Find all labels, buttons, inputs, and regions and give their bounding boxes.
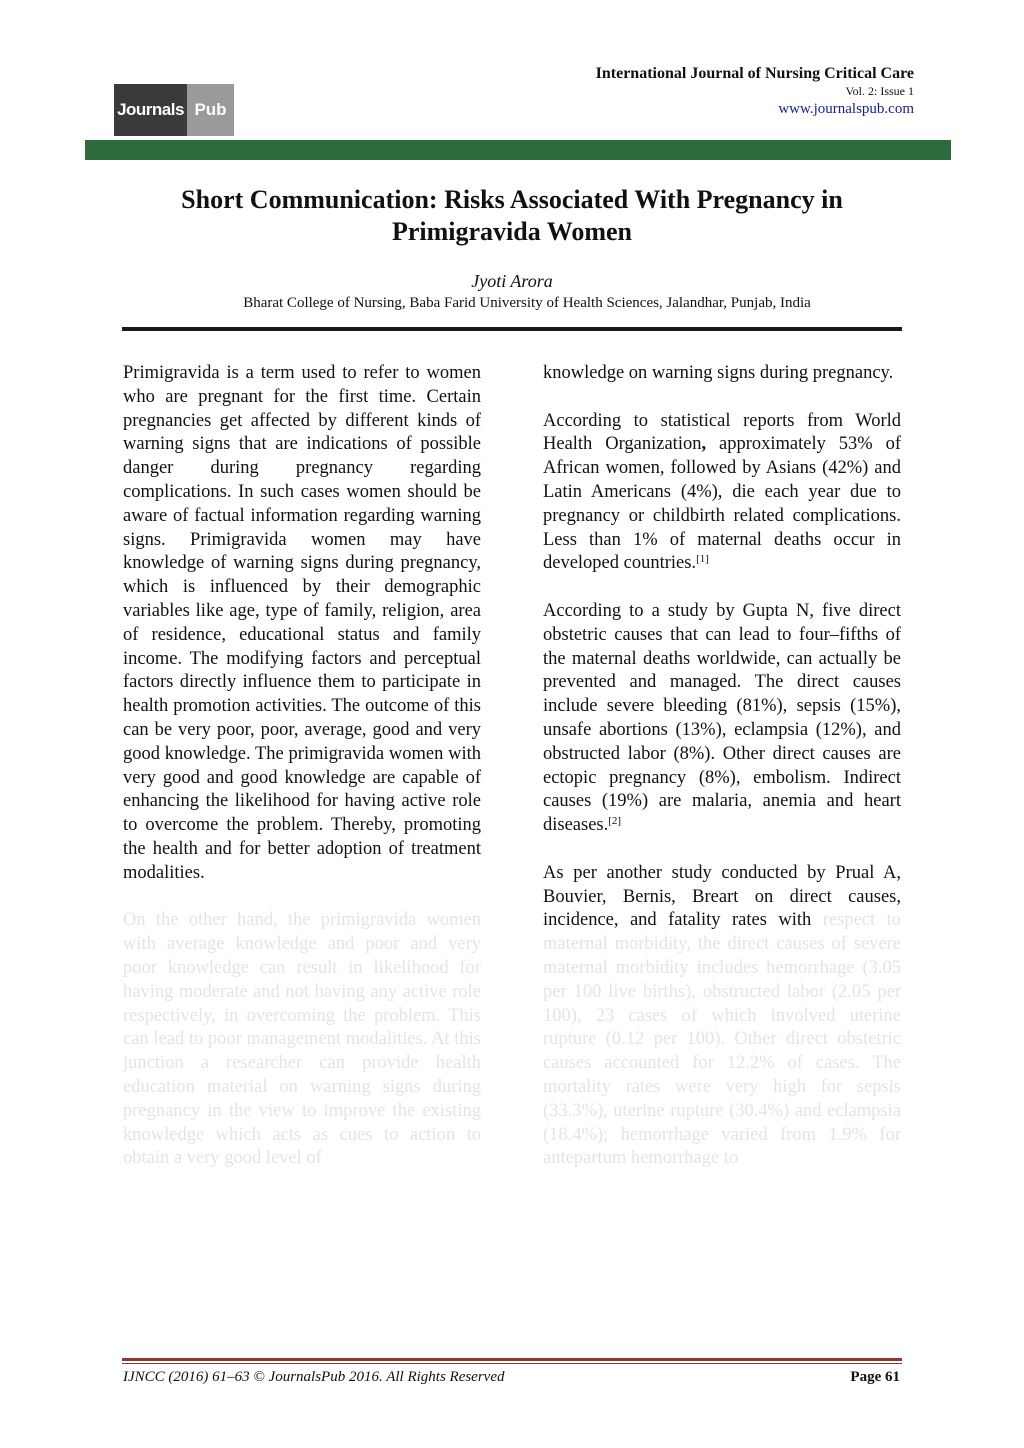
journal-website-link[interactable]: www.journalspub.com xyxy=(778,101,914,117)
footer-divider-thin xyxy=(122,1363,902,1364)
right-paragraph-2-start: According to statistical reports from World Health Organization xyxy=(543,410,901,455)
journal-name: International Journal of Nursing Critical Care xyxy=(595,65,914,82)
right-paragraph-2 xyxy=(543,410,901,577)
right-paragraph-3-text: According to a study by Gupta N, five direct obstetric causes that can lead to four–fifths of the maternal deaths worldwide, can actually be prevented and managed. The direct causes include severe bleeding (81%), sepsis (15%), unsafe abortions (13%), eclampsia (12%), and obstructed labor (8%). Other direct causes are ectopic pregnancy (8%), embolism. Indirect causes (19%) are malaria, anemia and heart diseases. xyxy=(543,600,901,836)
footer-citation: IJNCC (2016) 61–63 © JournalsPub 2016. All Rights Reserved xyxy=(123,1369,505,1385)
footer-divider-thick xyxy=(122,1358,902,1361)
reference-2[interactable]: [2] xyxy=(608,815,622,828)
header-band xyxy=(85,140,951,160)
right-paragraph-4 xyxy=(543,862,901,1171)
bold-comma: , xyxy=(701,434,707,455)
journalspub-logo xyxy=(114,84,234,136)
right-paragraph-4-faded: respect to maternal morbidity, the direct causes of severe maternal morbidity includes hemorrhage (3.05 per 100 live births), obstructed labor (2.05 per 100), 23 cases of which involved uterine rupture (0.12 per 100). Other direct obstetric causes accounted for 12.2% of cases. The mortality rates were very high for sepsis (33.3%), uterine rupture (30.4%) and eclampsia (18.4%); hemorrhage varied from 1.9% for antepartum hemorrhage to xyxy=(543,910,901,1169)
journal-volume: Vol. 2: Issue 1 xyxy=(845,84,914,98)
right-paragraph-2-rest: approximately 53% of African women, followed by Asians (42%) and Latin Americans (4%), die each year due to pregnancy or childbirth related complications. Less than 1% of maternal deaths occur in developed countries. xyxy=(543,434,901,574)
page-number: Page 61 xyxy=(850,1369,900,1385)
logo-main-text: Journals xyxy=(114,84,187,136)
left-paragraph-2-faded: On the other hand, the primigravida women with average knowledge and poor and very poor knowledge can result in likelihood for having moderate and not having any active role respectively, in overcoming the problem. This can lead to poor management modalities. At this junction a researcher can provide health education material on warning signs during pregnancy in the view to improve the existing knowledge which acts as cues to action to obtain a very good level of xyxy=(123,910,481,1169)
title-divider xyxy=(122,327,902,331)
article-title: Short Communication: Risks Associated With Pregnancy in Primigravida Women xyxy=(181,185,843,246)
right-paragraph-4-text: As per another study conducted by Prual A, Bouvier, Bernis, Breart on direct causes, incidence, and fatality rates with xyxy=(543,862,901,931)
right-paragraph-1: knowledge on warning signs during pregnancy. xyxy=(543,363,894,383)
reference-1[interactable]: [1] xyxy=(696,553,709,566)
left-column xyxy=(123,362,481,1195)
author-affiliation: Bharat College of Nursing, Baba Farid University of Health Sciences, Jalandhar, Punjab, India xyxy=(243,295,811,311)
article-author: Jyoti Arora xyxy=(471,271,553,291)
journal-info xyxy=(596,64,914,119)
right-paragraph-3 xyxy=(543,600,901,838)
left-paragraph-1: Primigravida is a term used to refer to women who are pregnant for the first time. Certain pregnancies get affected by different kinds of warning signs that are indications of possible danger during pregnancy regarding complications. In such cases women should be aware of factual information regarding warning signs. Primigravida women may have knowledge of warning signs during pregnancy, which is influenced by their demographic variables like age, type of family, religion, area of residence, educational status and family income. The modifying factors and perceptual factors directly influence them to participate in health promotion activities. The outcome of this can be very poor, poor, average, good and very good knowledge. The primigravida women with very good and good knowledge are capable of enhancing the likelihood for having active role to overcome the problem. Thereby, promoting the health and for better adoption of treatment modalities. xyxy=(123,363,481,883)
logo-accent-text: Pub xyxy=(187,84,234,136)
right-column xyxy=(543,362,901,1195)
